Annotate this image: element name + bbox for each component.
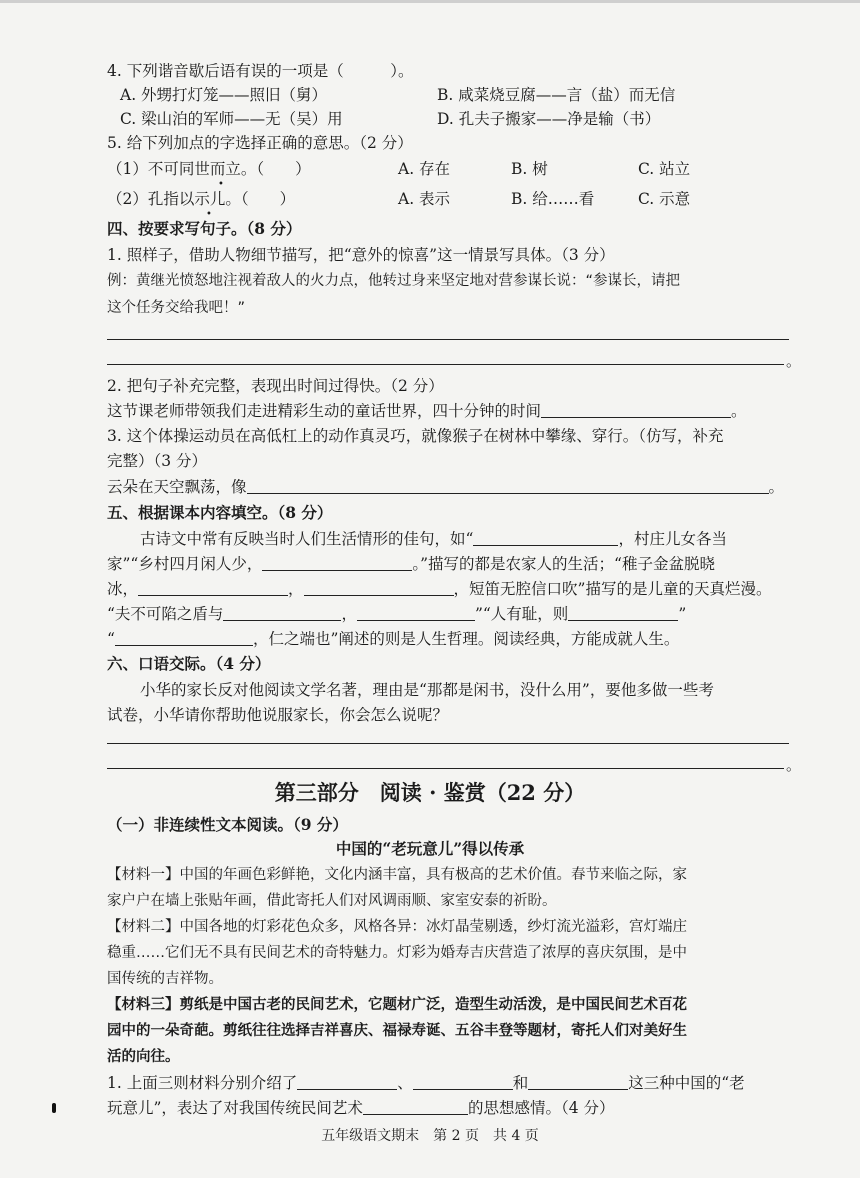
- material3-line3: 活的向往。: [107, 1049, 180, 1065]
- emphasis-dot: •: [218, 179, 224, 190]
- answer-line[interactable]: [107, 339, 789, 340]
- fill-blank[interactable]: [473, 529, 618, 546]
- s5-text: ”“人有耻，则: [474, 605, 569, 623]
- s4-q2: 2. 把句子补充完整，表现出时间过得快。（2 分）: [107, 377, 444, 395]
- material1-line2: 家户户在墙上张贴年画，借此寄托人们对风调雨顺、家室安泰的祈盼。: [107, 893, 557, 909]
- s4-q3-line1: 3. 这个体操运动员在高低杠上的动作真灵巧，就像猴子在树林中攀缘、穿行。（仿写，补充: [107, 427, 724, 445]
- fill-blank[interactable]: [247, 477, 769, 494]
- q5-item1-c: C. 站立: [638, 160, 691, 178]
- s5-text: “夫不可陷之盾与: [107, 605, 224, 623]
- s5-text: 家”“乡村四月闲人少，: [107, 555, 263, 573]
- s4-q2-text: 这节课老师带领我们走进精彩生动的童话世界，四十分钟的时间: [107, 402, 542, 420]
- scan-speck: [52, 1103, 56, 1113]
- fill-blank[interactable]: [528, 1073, 628, 1090]
- s4-q3-sentence: [107, 476, 784, 498]
- s5-line2: [107, 553, 715, 575]
- period: 。: [768, 478, 785, 496]
- part3-title: 第三部分 阅读 · 鉴赏（22 分）: [274, 780, 586, 805]
- s5-line4: [107, 603, 686, 625]
- fill-blank[interactable]: [363, 1098, 468, 1115]
- s6-paragraph-line2: 试卷，小华请你帮助他说服家长，你会怎么说呢？: [107, 706, 449, 724]
- s4-example-line2: 这个任务交给我吧！”: [107, 300, 246, 316]
- q-text: 、: [397, 1074, 413, 1092]
- q4-option-d: D. 孔夫子搬家——净是输（书）: [437, 110, 661, 128]
- q5-item2-b: B. 给……看: [511, 190, 595, 208]
- q5-item2-c: C. 示意: [638, 190, 691, 208]
- s5-line3: [107, 578, 771, 600]
- section5-title: 五、根据课本内容填空。（8 分）: [107, 503, 333, 522]
- fill-blank[interactable]: [304, 579, 454, 596]
- period: 。: [786, 756, 802, 774]
- fill-blank[interactable]: [138, 579, 288, 596]
- s5-text: ，仁之端也”阐述的则是人生哲理。阅读经典，方能成就人生。: [252, 630, 680, 648]
- q5-item2-a: A. 表示: [398, 190, 451, 208]
- material2-line3: 国传统的吉祥物。: [107, 971, 223, 987]
- period: 。: [731, 402, 747, 420]
- q5-item1-a: A. 存在: [398, 160, 451, 178]
- s5-text: 。”描写的都是农家人的生活；“稚子金盆脱晓: [412, 555, 715, 573]
- scan-edge: [0, 0, 860, 3]
- article-title: 中国的“老玩意儿”得以传承: [335, 839, 525, 858]
- material2-line1: 【材料二】中国各地的灯彩花色众多，风格各异：冰灯晶莹剔透，纱灯流光溢彩，宫灯端庄: [107, 919, 687, 935]
- material1-line1: 【材料一】中国的年画色彩鲜艳，文化内涵丰富，具有极高的艺术价值。春节来临之际，家: [107, 867, 687, 883]
- s6-paragraph-line1: 小华的家长反对他阅读文学名著，理由是“那都是闲书，没什么用”，要他多做一些考: [140, 681, 714, 699]
- emphasis-dot: •: [206, 209, 212, 220]
- s5-text: ，: [341, 605, 357, 623]
- s4-example-line1: 例：黄继光愤怒地注视着敌人的火力点，他转过身来坚定地对营参谋长说：“参谋长，请把: [107, 273, 681, 289]
- material3-line1: 【材料三】剪纸是中国古老的民间艺术，它题材广泛，造型生动活泼，是中国民间艺术百花: [107, 997, 687, 1013]
- q4-option-c: C. 梁山泊的军师——无（吴）用: [120, 110, 343, 128]
- s4-q3-line2: 完整）（3 分）: [107, 452, 208, 470]
- fill-blank[interactable]: [115, 629, 253, 646]
- fill-blank[interactable]: [297, 1073, 397, 1090]
- q-text: 玩意儿”，表达了对我国传统民间艺术: [107, 1099, 363, 1117]
- q5-item1: （1）不可同世而立。（ ）: [107, 160, 311, 178]
- fill-blank[interactable]: [413, 1073, 513, 1090]
- s4-q2-sentence: [107, 400, 747, 422]
- period: 。: [786, 352, 802, 370]
- q4-stem: 4. 下列谐音歇后语有误的一项是（ ）。: [107, 62, 414, 80]
- part3-q1-line2: [107, 1097, 614, 1119]
- fill-blank[interactable]: [262, 554, 412, 571]
- s4-q1: 1. 照样子，借助人物细节描写，把“意外的惊喜”这一情景写具体。（3 分）: [107, 246, 615, 264]
- section4-title: 四、按要求写句子。（8 分）: [107, 219, 302, 238]
- s4-q3-text: 云朵在天空飘荡，像: [107, 478, 247, 496]
- fill-blank[interactable]: [357, 604, 475, 621]
- q-text: 这三种中国的“老: [628, 1074, 745, 1092]
- s5-line1: [140, 528, 727, 550]
- s5-text: 冰，: [107, 580, 139, 598]
- q5-item2: （2）孔指以示儿。（ ）: [107, 190, 296, 208]
- s5-text: ”: [678, 605, 687, 623]
- page-footer: 五年级语文期末 第 2 页 共 4 页: [321, 1128, 539, 1144]
- s5-text: ，短笛无腔信口吹”描写的是儿童的天真烂漫。: [453, 580, 772, 598]
- answer-line[interactable]: [107, 743, 789, 744]
- fill-blank[interactable]: [541, 401, 731, 418]
- answer-line[interactable]: [107, 768, 784, 769]
- part3-q1-line1: [107, 1072, 745, 1094]
- part3-subtitle: （一）非连续性文本阅读。（9 分）: [107, 815, 348, 834]
- answer-line[interactable]: [107, 364, 784, 365]
- q5-stem: 5. 给下列加点的字选择正确的意思。（2 分）: [107, 134, 413, 152]
- q4-option-a: A. 外甥打灯笼——照旧（舅）: [120, 86, 328, 104]
- s5-text: 古诗文中常有反映当时人们生活情形的佳句，如“: [140, 530, 474, 548]
- material3-line2: 园中的一朵奇葩。剪纸往往选择吉祥喜庆、福禄寿诞、五谷丰登等题材，寄托人们对美好生: [107, 1023, 687, 1039]
- q5-item1-b: B. 树: [511, 160, 548, 178]
- fill-blank[interactable]: [568, 604, 678, 621]
- s5-text: ，: [288, 580, 304, 598]
- fill-blank[interactable]: [223, 604, 341, 621]
- s5-line5: [107, 628, 679, 650]
- q-text: 1. 上面三则材料分别介绍了: [107, 1074, 298, 1092]
- q-text: 的思想感情。（4 分）: [467, 1099, 615, 1117]
- s5-text: ，村庄儿女各当: [618, 530, 727, 548]
- s5-text: “: [107, 630, 115, 648]
- section6-title: 六、口语交际。（4 分）: [107, 654, 271, 673]
- material2-line2: 稳重……它们无不具有民间艺术的奇特魅力。灯彩为婚寿吉庆营造了浓厚的喜庆氛围，是中: [107, 945, 687, 961]
- q-text: 和: [512, 1074, 529, 1092]
- q4-option-b: B. 咸菜烧豆腐——言（盐）而无信: [437, 86, 676, 104]
